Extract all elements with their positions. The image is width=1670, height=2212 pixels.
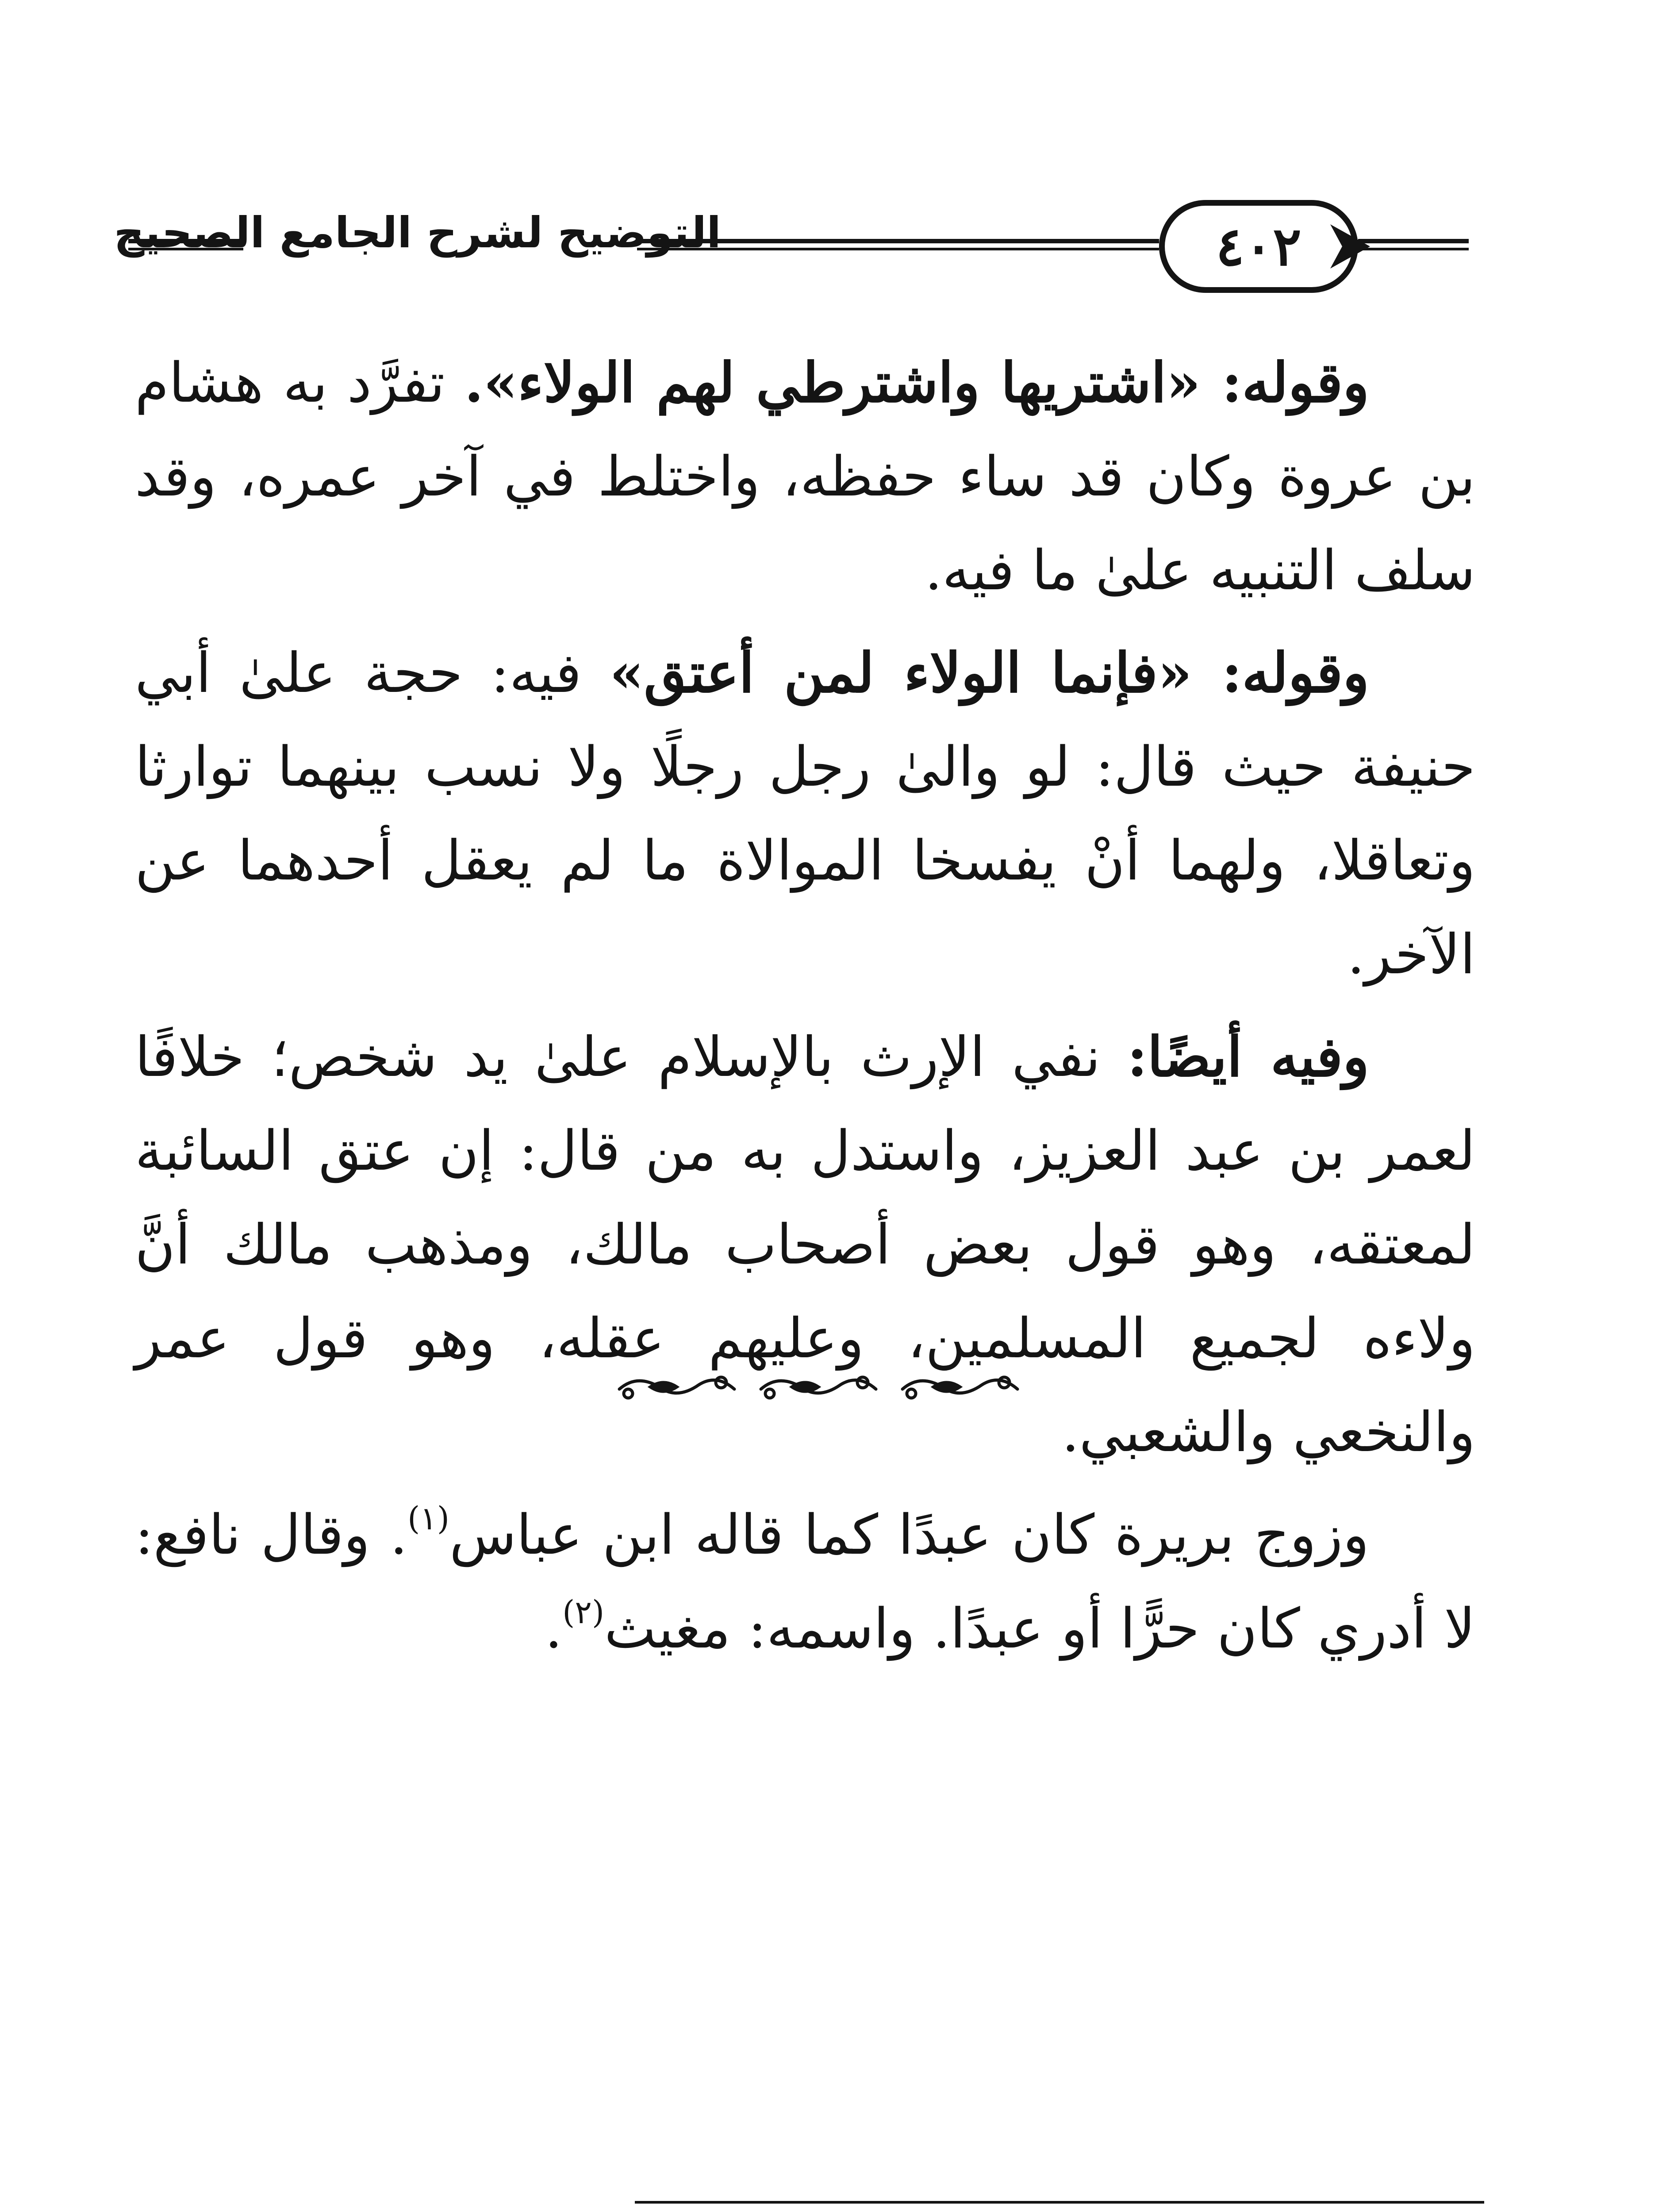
running-header: [114, 190, 1469, 310]
commentary: فيه: حجة علىٰ أبي حنيفة حيث قال: لو والىٰ رجل رجلًا ولا نسب بينهما توارثا وتعاقلا، ولهما أنْ يفسخا الموالاة ما لم يعقل أحدهما عن الآخر.: [135, 641, 1475, 987]
paragraph: [135, 336, 1475, 618]
paragraph: [135, 1010, 1475, 1479]
floral-divider-icon: [610, 1369, 1035, 1405]
quoted-hadith: وقوله: «اشتريها واشترطي لهم الولاء».: [464, 351, 1370, 415]
footnote-separator: [635, 2201, 1484, 2204]
commentary: وزوج بريرة كان عبدًا كما قاله ابن عباس: [449, 1503, 1369, 1567]
page-number-badge: [1159, 200, 1358, 293]
paragraph: [135, 1488, 1475, 1676]
ornament-unit: [619, 1377, 734, 1398]
ornament-unit: [761, 1377, 876, 1398]
quoted-hadith: وقوله: «فإنما الولاء لمن أعتق»: [610, 641, 1370, 705]
header-rule-right: [1358, 239, 1469, 250]
footnote-ref[interactable]: (٢): [562, 1594, 605, 1631]
running-title: التوضيح لشرح الجامع الصحيح: [114, 208, 721, 257]
main-text: [135, 336, 1475, 1685]
page-number: ٤٠٢: [1216, 215, 1301, 278]
commentary: . وقال نافع: لا أدري كان حرًّا أو عبدًا. واسمه: مغيث: [135, 1503, 1475, 1661]
header-rule-left: [128, 239, 243, 250]
commentary: نفي الإرث بالإسلام علىٰ يد شخص؛ خلافًا لعمر بن عبد العزيز، واستدل به من قال: إن عتق السائبة لمعتقه، وهو قول بعض أصحاب مالك، ومذهب مالك أنَّ ولاءه لجميع المسلمين، وعليهم عقله، وهو قول عمر والنخعي والشعبي.: [135, 1025, 1475, 1464]
commentary: تفرَّد به هشام بن عروة وكان قد ساء حفظه، واختلط في آخر عمره، وقد سلف التنبيه علىٰ ما فيه.: [135, 351, 1475, 603]
paragraph: [135, 626, 1475, 1002]
ornament-unit: [902, 1377, 1017, 1398]
section-lead: وفيه أيضًا:: [1127, 1025, 1369, 1089]
footnote-ref[interactable]: (١): [407, 1500, 449, 1537]
commentary: .: [545, 1597, 563, 1661]
